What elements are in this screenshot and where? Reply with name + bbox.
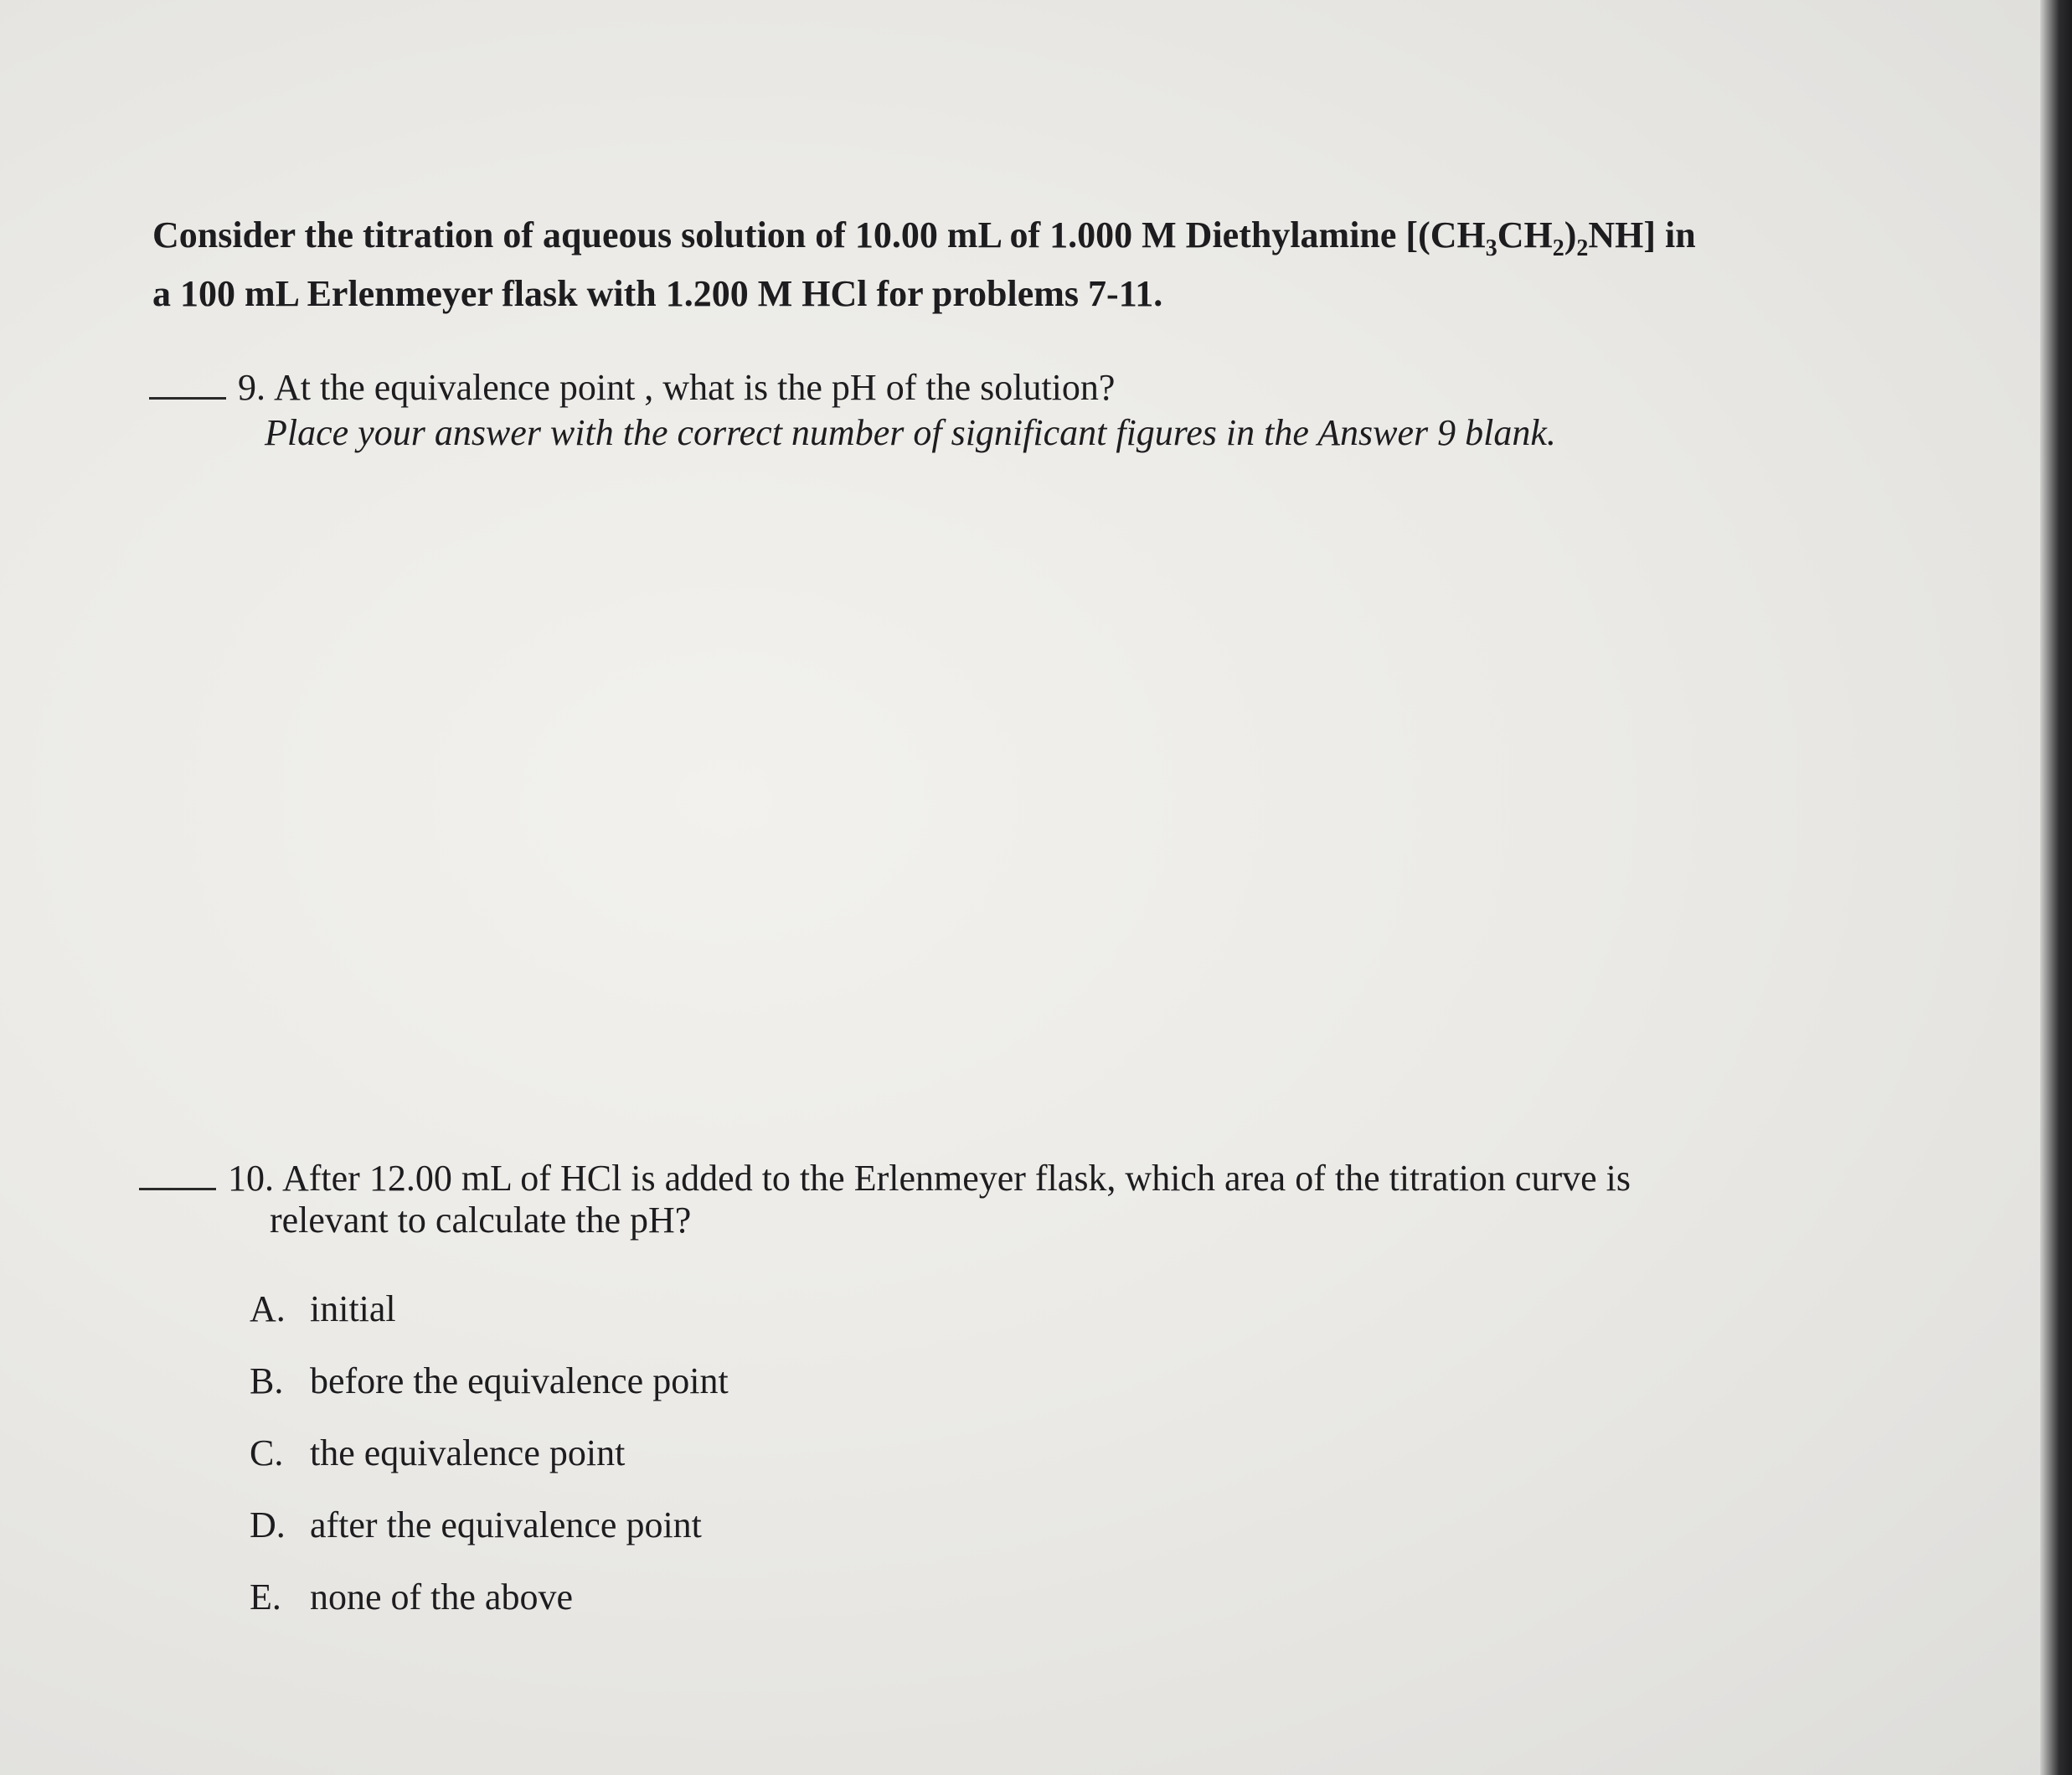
problem-intro xyxy=(152,206,1878,323)
choice-b[interactable] xyxy=(250,1360,729,1432)
intro-mid-a: CH xyxy=(1497,214,1553,255)
question-10-text-line2: relevant to calculate the pH? xyxy=(270,1200,692,1241)
question-9 xyxy=(149,367,1874,454)
question-10-number: 10. xyxy=(228,1158,274,1199)
question-9-instruction: Place your answer with the correct number of significant figures in the Answer 9 blank. xyxy=(265,412,1556,453)
question-9-number: 9. xyxy=(238,367,265,408)
choice-e[interactable] xyxy=(250,1576,729,1649)
answer-10-blank[interactable] xyxy=(139,1188,216,1190)
choice-e-text: none of the above xyxy=(310,1576,573,1618)
choice-b-letter: B. xyxy=(250,1360,284,1401)
intro-subscript-c: 2 xyxy=(1576,235,1589,261)
intro-subscript-b: 2 xyxy=(1552,235,1564,261)
choice-b-text: before the equivalence point xyxy=(310,1360,729,1401)
question-10 xyxy=(139,1158,1881,1241)
intro-line1-end: NH] in xyxy=(1588,214,1696,255)
choice-a[interactable] xyxy=(250,1288,729,1360)
choice-d-text: after the equivalence point xyxy=(310,1504,702,1545)
question-10-text-line1: After 12.00 mL of HCl is added to the Erlenmeyer flask, which area of the titration curve is xyxy=(282,1158,1631,1199)
intro-mid-b: ) xyxy=(1564,214,1577,255)
answer-9-blank[interactable] xyxy=(149,397,226,400)
choice-e-letter: E. xyxy=(250,1576,281,1618)
choice-a-text: initial xyxy=(310,1288,396,1329)
intro-line1-start: Consider the titration of aqueous solution of 10.00 mL of 1.000 M Diethylamine [(CH xyxy=(152,214,1486,255)
choice-d[interactable] xyxy=(250,1504,729,1576)
choice-a-letter: A. xyxy=(250,1288,286,1329)
monitor-bezel-edge xyxy=(2040,0,2072,1775)
choice-c-text: the equivalence point xyxy=(310,1432,626,1473)
choice-d-letter: D. xyxy=(250,1504,286,1545)
intro-line2: a 100 mL Erlenmeyer flask with 1.200 M HCl for problems 7-11. xyxy=(152,273,1163,314)
choice-c[interactable] xyxy=(250,1432,729,1504)
choice-c-letter: C. xyxy=(250,1432,284,1473)
question-10-choices xyxy=(250,1288,729,1649)
intro-subscript-a: 3 xyxy=(1485,235,1497,261)
question-9-text: At the equivalence point , what is the pH of the solution? xyxy=(274,367,1116,408)
